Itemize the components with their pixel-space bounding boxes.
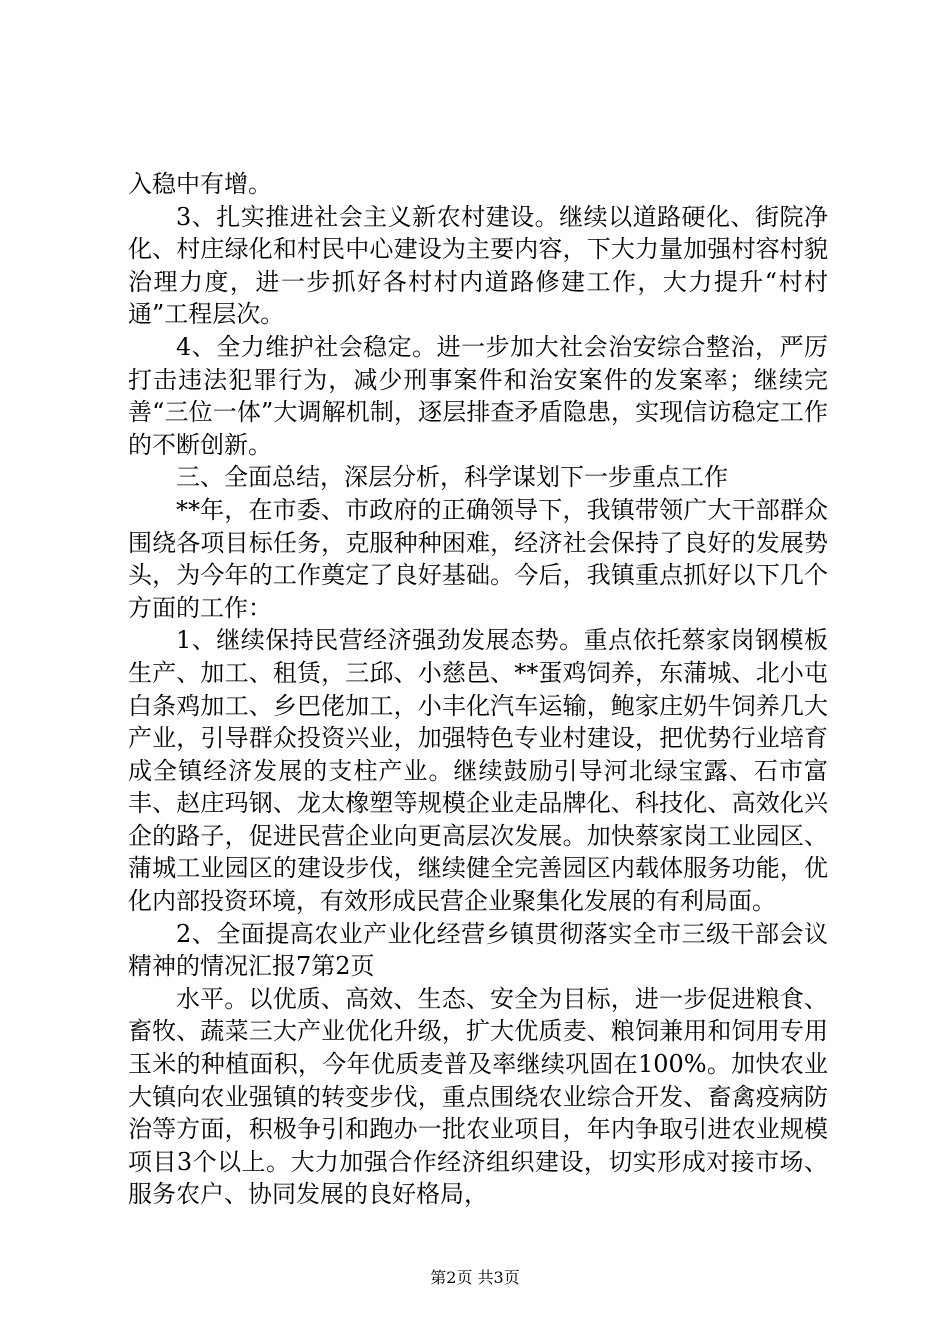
paragraph-1: 入稳中有增。 xyxy=(128,170,272,198)
paragraph-5: **年，在市委、市政府的正确领导下，我镇带领广大干部群众围绕各项目标任务，克服种种困难，经济社会保持了良好的发展势头，为今年的工作奠定了良好基础。今后，我镇重点抓好以下几个方面的工作： xyxy=(128,495,828,622)
paragraph-3: 4、全力维护社会稳定。进一步加大社会治安综合整治，严厉打击违法犯罪行为，减少刑事案件和治安案件的发案率；继续完善“三位一体”大调解机制，逐层排查矛盾隐患，实现信访稳定工作的不断创新。 xyxy=(128,332,828,459)
paragraph-7: 2、全面提高农业产业化经营乡镇贯彻落实全市三级干部会议精神的情况汇报7第2页 xyxy=(128,919,828,981)
document-body xyxy=(128,168,828,1211)
paragraph-6: 1、继续保持民营经济强劲发展态势。重点依托蔡家岗钢模板生产、加工、租赁，三邱、小慈邑、**蛋鸡饲养，东蒲城、北小屯白条鸡加工、乡巴佬加工，小丰化汽车运输，鲍家庄奶牛饲养几大产业，引导群众投资兴业，加强特色专业村建设，把优势行业培育成全镇经济发展的支柱产业。继续鼓励引导河北绿宝露、石市富丰、赵庄玛钢、龙太橡塑等规模企业走品牌化、科技化、高效化兴企的路子，促进民营企业向更高层次发展。加快蔡家岗工业园区、蒲城工业园区的建设步伐，继续健全完善园区内载体服务功能，优化内部投资环境，有效形成民营企业聚集化发展的有利局面。 xyxy=(128,626,828,916)
paragraph-8: 水平。以优质、高效、生态、安全为目标，进一步促进粮食、畜牧、蔬菜三大产业优化升级，扩大优质麦、粮饲兼用和饲用专用玉米的种植面积，今年优质麦普及率继续巩固在100%。加快农业大镇向农业强镇的转变步伐，重点围绕农业综合开发、畜禽疫病防治等方面，积极争引和跑办一批农业项目，年内争取引进农业规模项目3个以上。大力加强合作经济组织建设，切实形成对接市场、服务农户、协同发展的良好格局， xyxy=(128,984,828,1209)
paragraph-2: 3、扎实推进社会主义新农村建设。继续以道路硬化、街院净化、村庄绿化和村民中心建设为主要内容，下大力量加强村容村貌治理力度，进一步抓好各村村内道路修建工作，大力提升“村村通”工程层次。 xyxy=(128,202,828,329)
page-footer: 第2页 共3页 xyxy=(430,1268,520,1287)
section-heading: 三、全面总结，深层分析，科学谋划下一步重点工作 xyxy=(176,463,728,492)
